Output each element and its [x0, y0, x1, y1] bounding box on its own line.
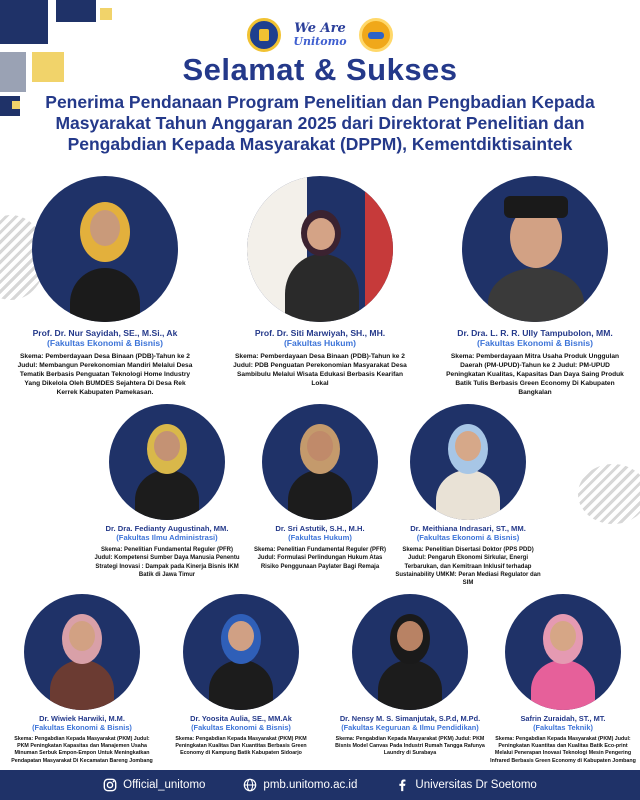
person-photo [32, 176, 178, 322]
person-card [444, 176, 626, 397]
person-description: Skema: Pemberdayaan Desa Binaan (PDB)-Tahun ke 2 Judul: Membangun Perekonomian Mandiri Melalui Desa Tematik Berbasis Penguatan Teknologi Home Industry Yang Dikelola Oleh BUMDES Sejahtera Di Desa Rek Kerrek Kabupaten Pamekasan. [17, 353, 193, 396]
facebook-icon [395, 778, 409, 792]
person-faculty: (Fakultas Ekonomi & Bisnis) [476, 338, 594, 348]
footer-bar [0, 770, 640, 800]
website-url: pmb.unitomo.ac.id [263, 779, 358, 791]
person-card [330, 594, 490, 758]
website-link[interactable] [243, 778, 357, 792]
person-photo [505, 594, 621, 710]
person-photo [352, 594, 468, 710]
person-faculty: (Fakultas Teknik) [533, 723, 593, 732]
person-name: Dr. Dra. L. R. R. Ully Tampubolon, MM. [457, 328, 613, 338]
person-description: Skema: Penelitian Disertasi Doktor (PPS PDD) Judul: Pengaruh Ekonomi Sirkular, Energi Terbarukan, dan Kemitraan Inklusif terhadap Sustainability UMKM: Peran Mediasi Regulator dan SIM [395, 547, 541, 587]
campus-badge-logo [359, 18, 393, 52]
person-faculty: (Fakultas Ekonomi & Bisnis) [191, 723, 291, 732]
person-description: Skema: Pengabdian Kepada Masyarakat (PKM) PKM Peningkatan Kualitas Dan Kuantitas Berbasis Green Economy di Kampung Batik Kabupaten Sidoarjo [175, 736, 307, 757]
person-photo [183, 594, 299, 710]
person-faculty: (Fakultas Keguruan & Ilmu Pendidikan) [341, 723, 479, 732]
person-photo [462, 176, 608, 322]
person-name: Prof. Dr. Siti Marwiyah, SH., MH. [254, 328, 386, 338]
logo-row [0, 18, 640, 52]
person-description: Skema: Pengabdian Kepada Masyarakat (PKM) Judul: PKM Peningkatan Kapasitas dan Manajemen Usaha Minuman Serbuk Empon-Empon Untuk Meningkatkan Pendapatan Masyarakat Di Kecamatan Bareng Jombang [11, 736, 153, 764]
person-photo [410, 404, 526, 520]
person-name: Dr. Yoosita Aulia, SE., MM.Ak [190, 714, 292, 723]
person-name: Dr. Sri Astutik, S.H., M.H. [275, 524, 365, 533]
person-name: Dr. Meithiana Indrasari, ST., MM. [410, 524, 526, 533]
person-faculty: (Fakultas Ilmu Administrasi) [116, 533, 218, 542]
logo-text-bottom: Unitomo [293, 35, 347, 48]
person-faculty: (Fakultas Ekonomi & Bisnis) [32, 723, 132, 732]
person-description: Skema: Pemberdayaan Desa Binaan (PDB)-Tahun ke 2 Judul: PDB Penguatan Perekonomian Masyarakat Desa Sambibulu Melalui Wisata Edukasi Berbasis Kearifan Lokal [233, 353, 407, 387]
person-card [394, 404, 542, 587]
person-description: Skema: Pengabdian Kepada Masyarakat (PKM) Judul: PKM Bisnis Model Canvas Pada Industri Rumah Tangga Rafunya Laundry di Surabaya [335, 736, 485, 757]
page-subtitle: Penerima Pendanaan Program Penelitian dan Pengbadian Kepada Masyarakat Tahun Anggaran 2025 dari Direktorat Penelitian dan Pengabdian Kepada Masyarakat (DPPM), Kementdiktisaintek [45, 92, 595, 154]
instagram-handle: Official_unitomo [123, 779, 206, 791]
person-name: Dr. Nensy M. S. Simanjutak, S.P.d, M.Pd. [339, 714, 481, 723]
logo-text-top: We Are [294, 21, 346, 36]
page-title: Selamat & Sukses [182, 52, 458, 87]
person-name: Dr. Dra. Fedianty Augustinah, MM. [105, 524, 229, 533]
globe-icon [243, 778, 257, 792]
person-description: Skema: Penelitian Fundamental Reguler (PFR) Judul: Formulasi Perlindungan Hukum Atas Risiko Penggunaan Paylater Bagi Remaja [253, 547, 387, 570]
decor-stripe-circle [578, 464, 640, 524]
person-card [8, 594, 156, 765]
person-name: Prof. Dr. Nur Sayidah, SE., M.Si., Ak [32, 328, 178, 338]
person-card [229, 176, 411, 388]
person-card [94, 404, 240, 579]
person-card [490, 594, 636, 765]
person-card [252, 404, 388, 571]
university-logo [247, 18, 281, 52]
person-photo [247, 176, 393, 322]
person-faculty: (Fakultas Hukum) [283, 338, 357, 348]
person-description: Skema: Pemberdayaan Mitra Usaha Produk Unggulan Daerah (PM-UPUD)-Tahun ke 2 Judul: PM-UPUD Peningkatan Kualitas, Kapasitas Dan Daya Saing Produk Batik Tulis Berbasis Green Economy Di Kabupaten Bangkalan [446, 353, 624, 396]
person-photo [109, 404, 225, 520]
facebook-link[interactable] [395, 778, 536, 792]
person-photo [24, 594, 140, 710]
person-photo [262, 404, 378, 520]
person-description: Skema: Penelitian Fundamental Reguler (PFR) Judul: Kompetensi Sumber Daya Manusia Penentu Strategi Inovasi : Dampak pada Kinerja Bisnis IKM Batik di Jawa Timur [94, 547, 240, 578]
person-card [166, 594, 316, 758]
person-faculty: (Fakultas Hukum) [288, 533, 352, 542]
instagram-link[interactable] [103, 778, 205, 792]
person-faculty: (Fakultas Ekonomi & Bisnis) [416, 533, 520, 542]
instagram-icon [103, 778, 117, 792]
person-description: Skema: Pengabdian Kepada Masyarakat (PKM) Judul: Peningkatan Kuantitas dan Kualitas Batik Eco-print Melalui Penerapan Inovasi Teknologi Mesin Pengering Infrared Berbasis Green Economy di Kabupaten Jombang [490, 736, 636, 764]
facebook-page: Universitas Dr Soetomo [415, 779, 537, 791]
person-name: Dr. Wiwiek Harwiki, M.M. [39, 714, 125, 723]
person-card [14, 176, 196, 397]
person-name: Safrin Zuraidah, ST., MT. [520, 714, 606, 723]
decor-square [12, 101, 20, 109]
we-are-unitomo-logo [293, 22, 346, 48]
person-faculty: (Fakultas Ekonomi & Bisnis) [46, 338, 164, 348]
